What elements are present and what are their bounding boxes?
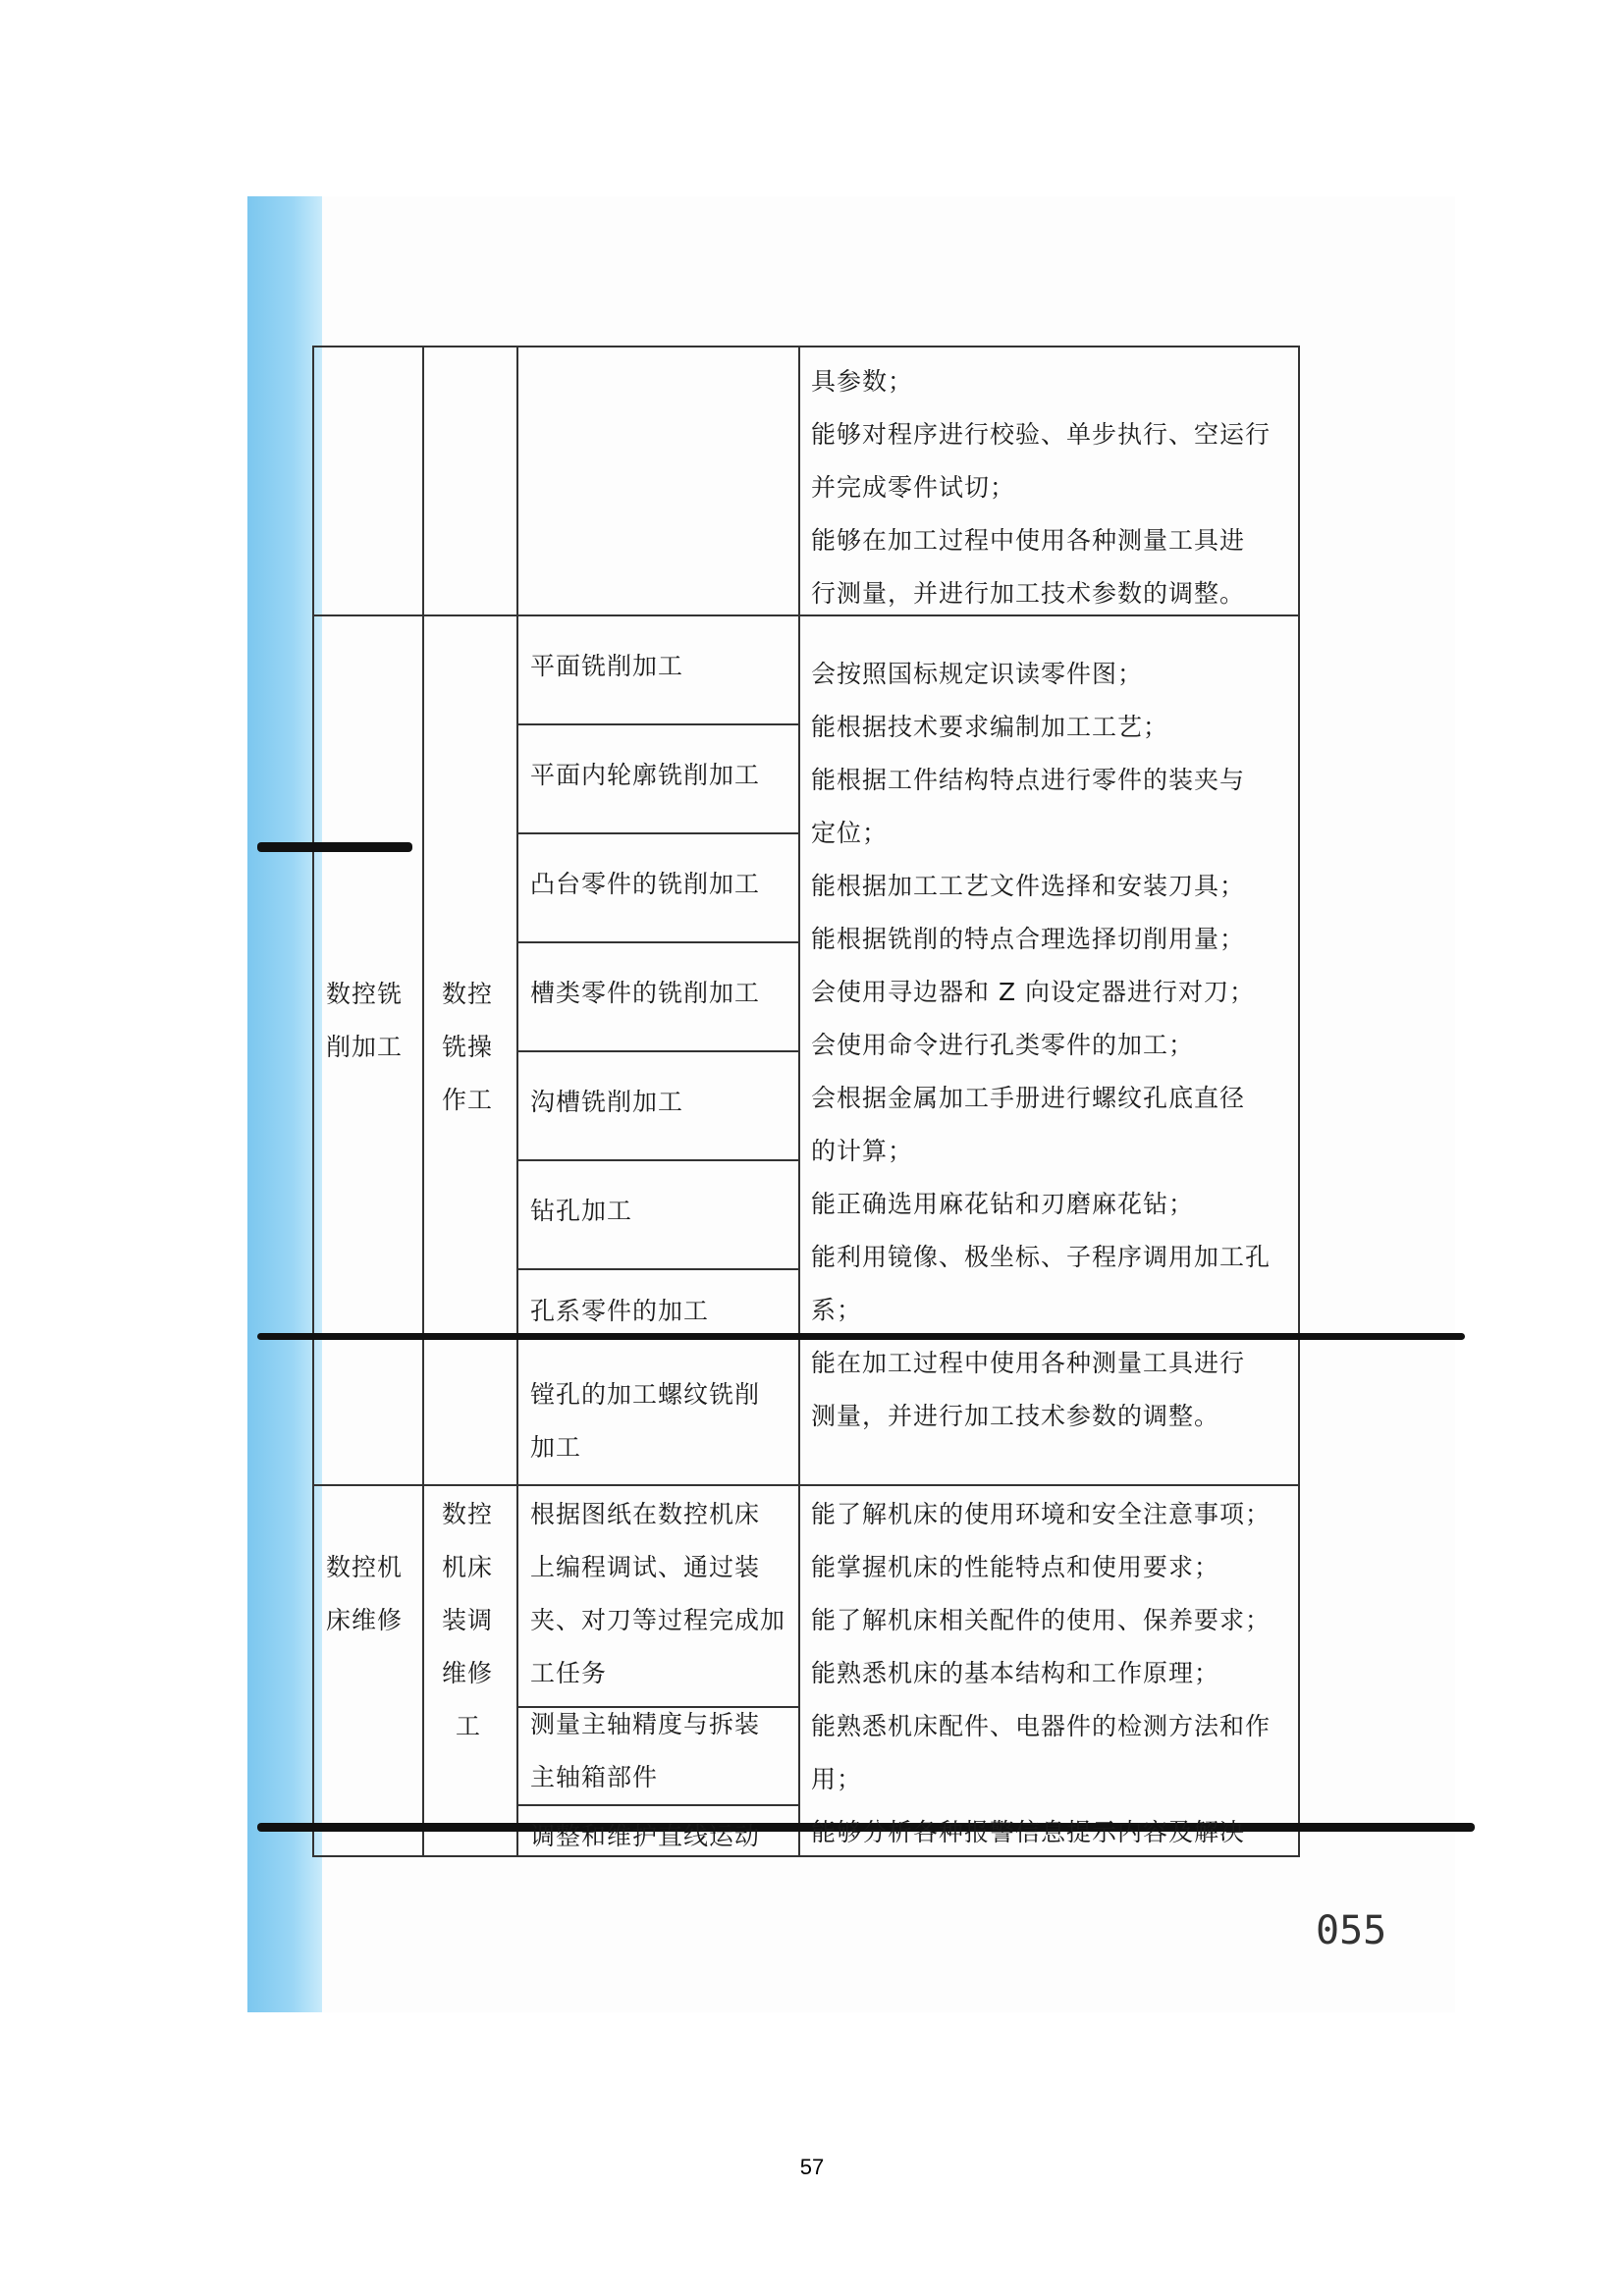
table-top-border	[312, 346, 1300, 347]
table-right-border	[1298, 346, 1300, 1857]
job-line: 数控	[442, 1500, 494, 1528]
module-divider	[518, 941, 798, 943]
content-line: 会使用寻边器和 Z 向设定器进行对刀；	[811, 978, 1256, 1006]
job-line: 铣操	[442, 1033, 494, 1061]
column-divider	[422, 346, 424, 1857]
area-line: 削加工	[326, 1033, 404, 1061]
content-line: 会使用命令进行孔类零件的加工；	[811, 1031, 1195, 1059]
content-cell	[811, 355, 1292, 620]
module-line: 根据图纸在数控机床	[530, 1500, 761, 1528]
job-line: 数控	[442, 980, 494, 1008]
module-line: 工任务	[530, 1659, 608, 1687]
content-line: 能熟悉机床的基本结构和工作原理；	[811, 1659, 1220, 1687]
content-cell	[811, 648, 1292, 1443]
area-line: 数控铣	[326, 980, 404, 1008]
table-left-border	[312, 346, 314, 1857]
area-line: 数控机	[326, 1553, 404, 1581]
content-line: 系；	[811, 1296, 863, 1324]
module-line: 槽类零件的铣削加工	[530, 979, 761, 1007]
content-line: 能根据铣削的特点合理选择切削用量；	[811, 925, 1246, 953]
row-divider	[312, 1484, 1300, 1486]
job-line: 装调	[442, 1606, 494, 1634]
module-cell	[530, 858, 760, 911]
module-divider	[518, 1268, 798, 1270]
module-line: 凸台零件的铣削加工	[530, 870, 761, 898]
column-divider	[516, 346, 518, 1857]
job-line: 工	[456, 1712, 482, 1740]
content-line: 会根据金属加工手册进行螺纹孔底直径	[811, 1084, 1246, 1112]
module-cell	[530, 1698, 760, 1804]
module-line: 镗孔的加工螺纹铣削	[530, 1380, 761, 1409]
module-cell	[530, 749, 760, 802]
module-line: 平面铣削加工	[530, 652, 684, 680]
content-line: 能熟悉机床配件、电器件的检测方法和作	[811, 1712, 1272, 1740]
job-line: 作工	[442, 1086, 494, 1114]
module-divider	[518, 832, 798, 834]
content-line: 能根据工件结构特点进行零件的装夹与	[811, 766, 1246, 794]
job-line: 维修	[442, 1659, 494, 1687]
content-line: 能在加工过程中使用各种测量工具进行	[811, 1349, 1246, 1377]
module-divider	[518, 723, 798, 725]
module-line: 测量主轴精度与拆装	[530, 1710, 761, 1738]
module-cell	[530, 640, 683, 693]
content-line: 具参数；	[811, 367, 914, 396]
content-line: 能利用镜像、极坐标、子程序调用加工孔	[811, 1243, 1272, 1271]
scanned-page-code: 055	[1316, 1908, 1387, 1953]
job-cell	[442, 968, 514, 1127]
area-line: 床维修	[326, 1606, 404, 1634]
content-line: 会按照国标规定识读零件图；	[811, 660, 1144, 688]
module-line: 孔系零件的加工	[530, 1297, 710, 1325]
module-cell	[530, 1076, 683, 1129]
module-line: 钻孔加工	[530, 1197, 633, 1225]
module-line: 主轴箱部件	[530, 1763, 659, 1791]
module-cell	[530, 1810, 760, 1863]
module-line: 夹、对刀等过程完成加	[530, 1606, 786, 1634]
module-cell	[530, 1368, 760, 1474]
module-line: 上编程调试、通过装	[530, 1553, 761, 1581]
content-line: 能掌握机床的性能特点和使用要求；	[811, 1553, 1220, 1581]
content-line: 并完成零件试切；	[811, 473, 1016, 502]
module-cell	[530, 1285, 709, 1338]
content-cell	[811, 1488, 1292, 1859]
column-divider	[798, 346, 800, 1857]
module-divider	[518, 1804, 798, 1806]
module-cell	[530, 1488, 785, 1700]
module-divider	[518, 1159, 798, 1161]
job-cell	[442, 1488, 514, 1753]
content-line: 定位；	[811, 819, 889, 847]
content-line: 用；	[811, 1765, 863, 1793]
content-line: 能了解机床相关配件的使用、保养要求；	[811, 1606, 1272, 1634]
content-line: 能正确选用麻花钻和刃磨麻花钻；	[811, 1190, 1195, 1218]
scan-smear	[257, 842, 412, 852]
module-divider	[518, 1050, 798, 1052]
content-line: 能根据加工工艺文件选择和安装刀具；	[811, 872, 1246, 900]
module-line: 加工	[530, 1433, 582, 1462]
page-number: 57	[799, 2155, 825, 2179]
content-line: 能根据技术要求编制加工工艺；	[811, 713, 1169, 741]
module-cell	[530, 1185, 632, 1238]
content-line: 能够分析各种报警信息提示内容及解决	[811, 1818, 1246, 1846]
area-cell	[326, 968, 420, 1074]
content-line: 的计算；	[811, 1137, 914, 1165]
job-line: 机床	[442, 1553, 494, 1581]
module-line: 平面内轮廓铣削加工	[530, 761, 761, 789]
area-cell	[326, 1541, 420, 1647]
module-cell	[530, 967, 760, 1020]
content-line: 行测量，并进行加工技术参数的调整。	[811, 579, 1246, 608]
content-line: 能够在加工过程中使用各种测量工具进	[811, 526, 1246, 555]
module-line: 调整和维护直线运动	[530, 1822, 761, 1850]
content-line: 能够对程序进行校验、单步执行、空运行	[811, 420, 1272, 449]
blue-margin-strip	[247, 196, 322, 2012]
content-line: 测量，并进行加工技术参数的调整。	[811, 1402, 1220, 1430]
module-line: 沟槽铣削加工	[530, 1088, 684, 1116]
content-line: 能了解机床的使用环境和安全注意事项；	[811, 1500, 1272, 1528]
